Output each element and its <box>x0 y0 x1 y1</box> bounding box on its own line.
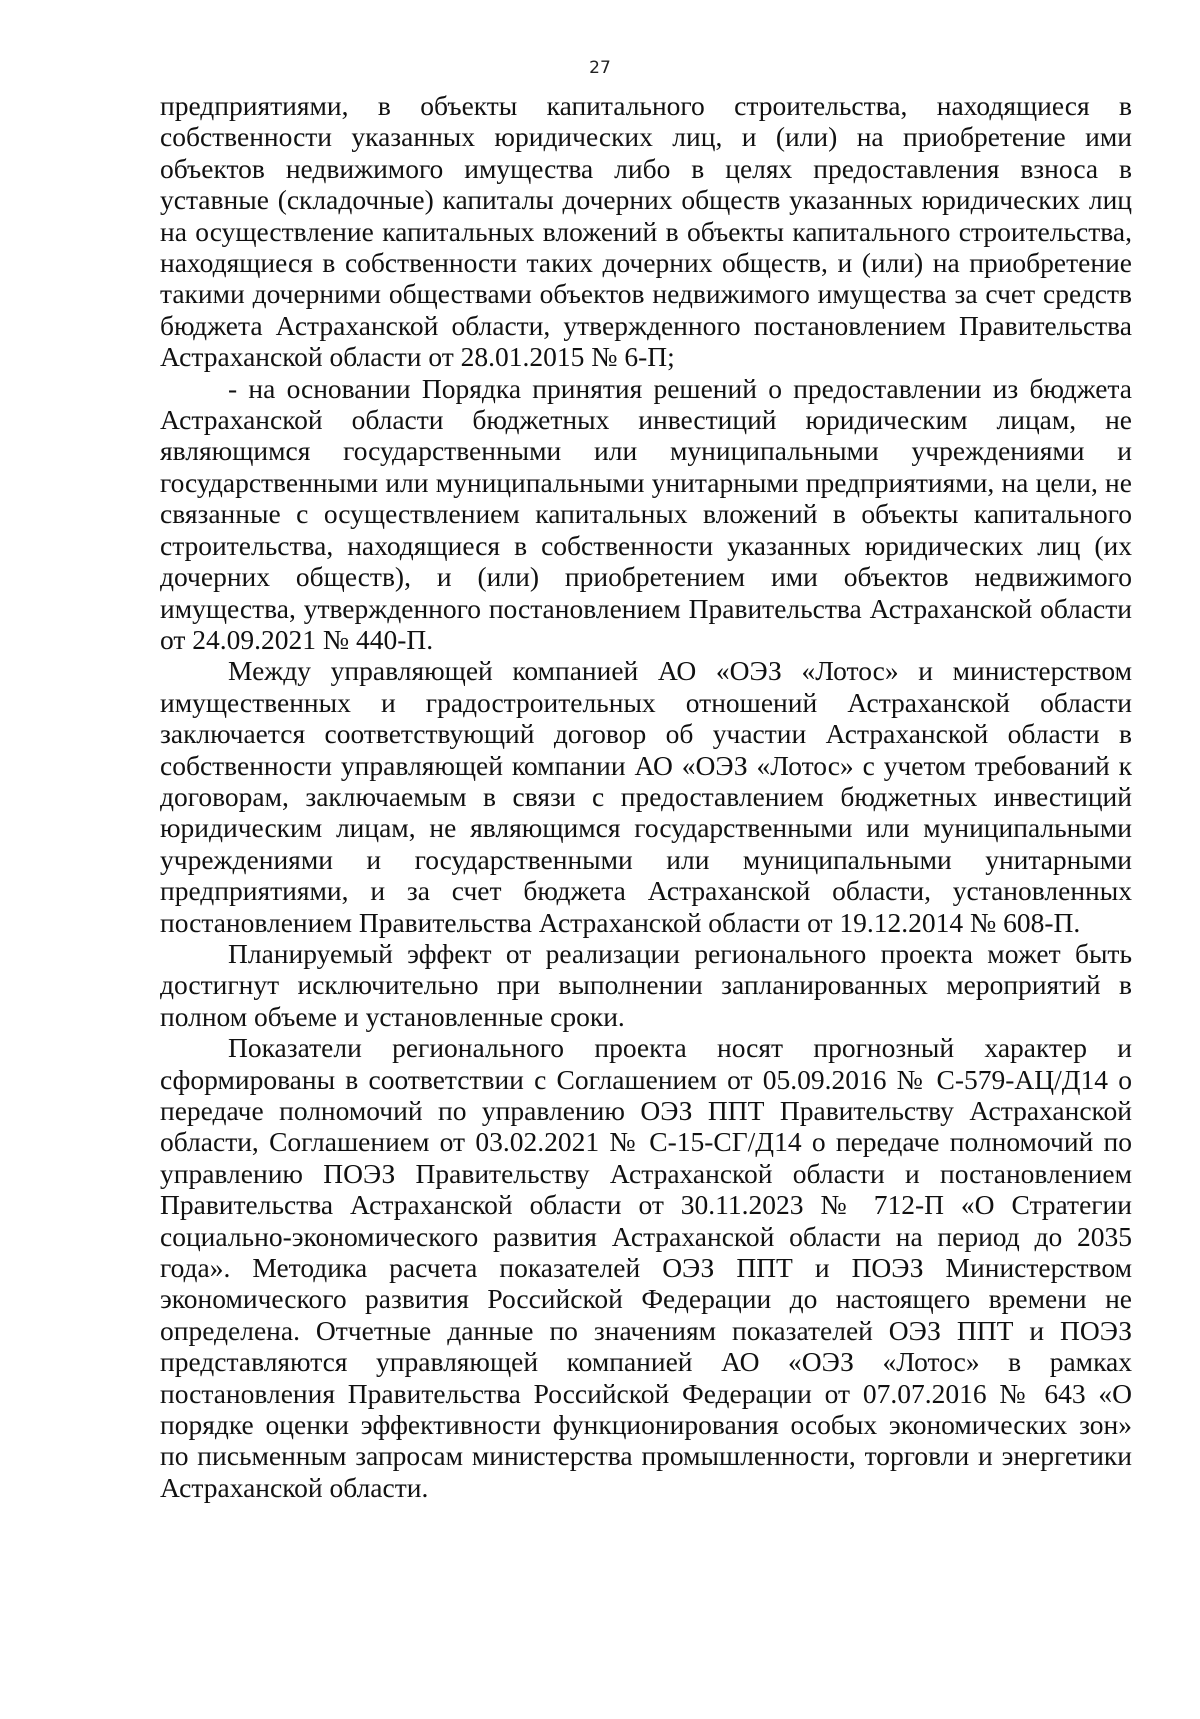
document-body <box>160 90 1132 1503</box>
paragraph-continuation: предприятиями, в объекты капитального строительства, находящиеся в собственности указанных юридических лиц, и (или) на приобретение ими объектов недвижимого имущества либо в целях предоставления взноса в уставные (складочные) капиталы дочерних обществ указанных юридических лиц на осуществление капитальных вложений в объекты капитального строительства, находящиеся в собственности таких дочерних обществ, и (или) на приобретение такими дочерними обществами объектов недвижимого имущества за счет средств бюджета Астраханской области, утвержденного постановлением Правительства Астраханской области от 28.01.2015 № 6-П; <box>160 90 1132 373</box>
page-number: 27 <box>589 58 611 78</box>
paragraph-list-item: - на основании Порядка принятия решений о предоставлении из бюджета Астраханской области бюджетных инвестиций юридическим лицам, не являющимся государственными или муниципальными учреждениями и государственными или муниципальными унитарными предприятиями, на цели, не связанные с осуществлением капитальных вложений в объекты капитального строительства, находящиеся в собственности указанных юридических лиц (их дочерних обществ), и (или) приобретением ими объектов недвижимого имущества, утвержденного постановлением Правительства Астраханской области от 24.09.2021 № 440-П. <box>160 372 1132 655</box>
paragraph-indicators: Показатели регионального проекта носят прогнозный характер и сформированы в соответствии с Соглашением от 05.09.2016 № С-579-АЦ/Д14 о передаче полномочий по управлению ОЭЗ ППТ Правительству Астраханской области, Соглашением от 03.02.2021 № С-15-СГ/Д14 о передаче полномочий по управлению ПОЭЗ Правительству Астраханской области и постановлением Правительства Астраханской области от 30.11.2023 № 712-П «О Стратегии социально-экономического развития Астраханской области на период до 2035 года». Методика расчета показателей ОЭЗ ППТ и ПОЭЗ Министерством экономического развития Российской Федерации до настоящего времени не определена. Отчетные данные по значениям показателей ОЭЗ ППТ и ПОЭЗ представляются управляющей компанией АО «ОЭЗ «Лотос» в рамках постановления Правительства Российской Федерации от 07.07.2016 № 643 «О порядке оценки эффективности функционирования особых экономических зон» по письменным запросам министерства промышленности, торговли и энергетики Астраханской области. <box>160 1032 1132 1503</box>
paragraph-planned-effect: Планируемый эффект от реализации регионального проекта может быть достигнут исключительно при выполнении запланированных мероприятий в полном объеме и установленные сроки. <box>160 937 1132 1032</box>
paragraph-contract: Между управляющей компанией АО «ОЭЗ «Лотос» и министерством имущественных и градостроительных отношений Астраханской области заключается соответствующий договор об участии Астраханской области в собственности управляющей компании АО «ОЭЗ «Лотос» с учетом требований к договорам, заключаемым в связи с предоставлением бюджетных инвестиций юридическим лицам, не являющимся государственными или муниципальными учреждениями и государственными или муниципальными унитарными предприятиями, и за счет бюджета Астраханской области, установленных постановлением Правительства Астраханской области от 19.12.2014 № 608-П. <box>160 655 1132 938</box>
